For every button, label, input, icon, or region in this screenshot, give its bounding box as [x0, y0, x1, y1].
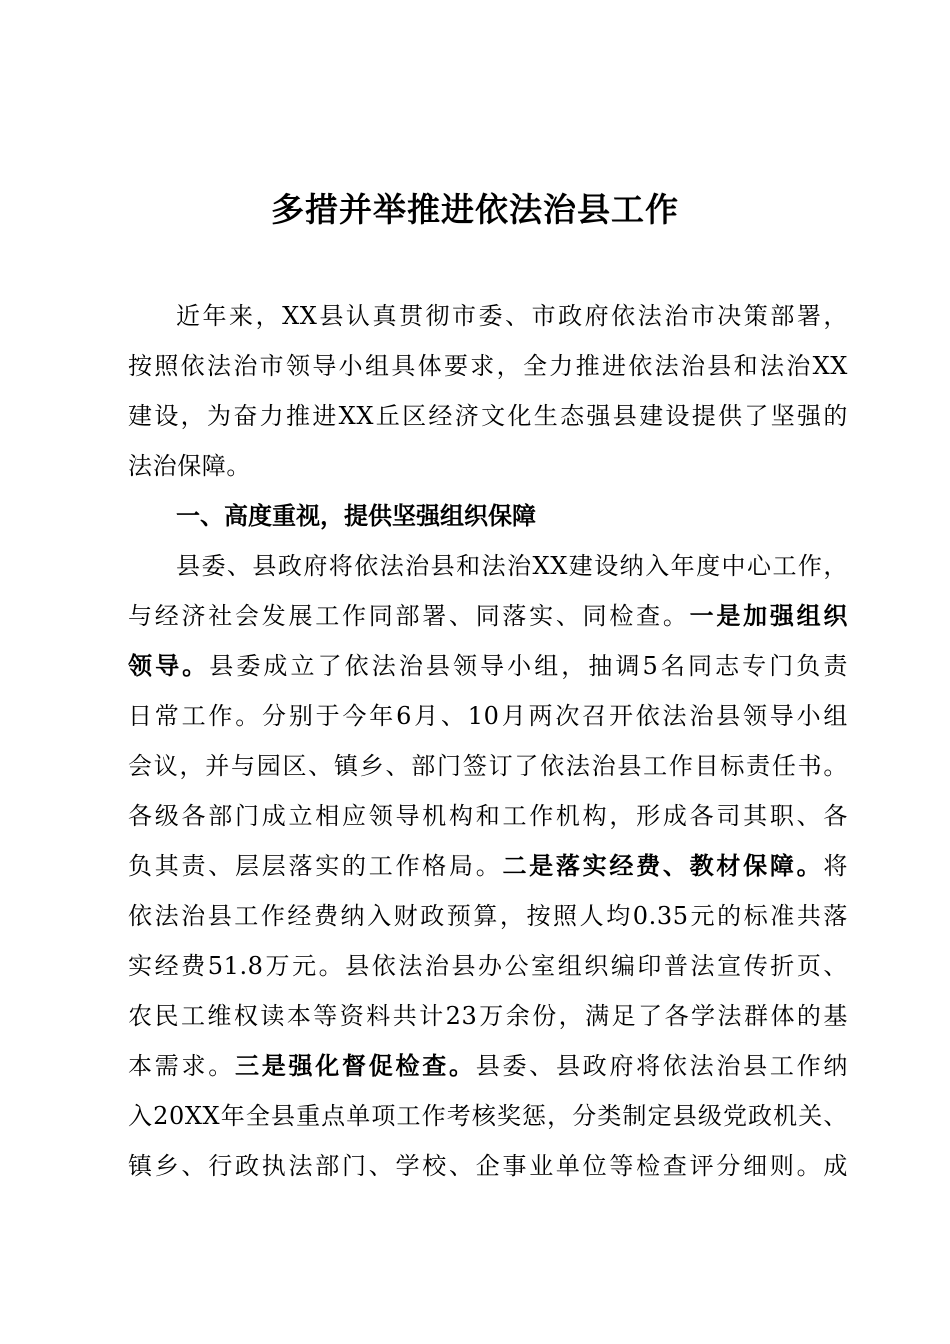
- paragraph-line: 依法治县工作经费纳入财政预算，按照人均0.35元的标准共落: [128, 902, 848, 930]
- intro-line-4: 法治保障。: [128, 452, 251, 480]
- intro-line-2: 按照依法治市领导小组具体要求，全力推进依法治县和法治XX: [128, 352, 848, 380]
- paragraph-text: 县委成立了依法治县领导小组，抽调5名同志专门负责: [209, 652, 848, 680]
- paragraph-line: 各级各部门成立相应领导机构和工作机构，形成各司其职、各: [128, 802, 848, 830]
- emphasis-text: 二是落实经费、教材保障。: [502, 851, 824, 880]
- emphasis-text: 领导。: [128, 651, 210, 680]
- paragraph-text: 与经济社会发展工作同部署、同落实、同检查。: [128, 602, 690, 630]
- paragraph-line: 日常工作。分别于今年6月、10月两次召开依法治县领导小组: [128, 702, 848, 730]
- emphasis-text: 一是加强组织: [689, 601, 848, 630]
- paragraph-line: [128, 850, 848, 882]
- paragraph-line: 实经费51.8万元。县依法治县办公室组织编印普法宣传折页、: [128, 952, 848, 980]
- paragraph-line: 农民工维权读本等资料共计23万余份，满足了各学法群体的基: [128, 1002, 848, 1030]
- paragraph-text: 将: [823, 852, 848, 880]
- intro-line-3: 建设，为奋力推进XX丘区经济文化生态强县建设提供了坚强的: [128, 402, 848, 430]
- intro-line-1: 近年来，XX县认真贯彻市委、市政府依法治市决策部署，: [176, 302, 848, 330]
- paragraph-line: 镇乡、行政执法部门、学校、企事业单位等检查评分细则。成: [128, 1152, 848, 1180]
- paragraph-text: 负其责、层层落实的工作格局。: [128, 852, 503, 880]
- document-title: 多措并举推进依法治县工作: [271, 190, 679, 229]
- paragraph-line: [128, 1050, 848, 1082]
- paragraph-line: 会议，并与园区、镇乡、部门签订了依法治县工作目标责任书。: [128, 752, 848, 780]
- paragraph-line: [128, 650, 848, 682]
- paragraph-line: 县委、县政府将依法治县和法治XX建设纳入年度中心工作，: [176, 552, 848, 580]
- emphasis-text: 三是强化督促检查。: [234, 1051, 476, 1080]
- paragraph-text: 本需求。: [128, 1052, 235, 1080]
- paragraph-line: [128, 600, 848, 632]
- paragraph-line: 入20XX年全县重点单项工作考核奖惩，分类制定县级党政机关、: [128, 1102, 848, 1130]
- paragraph-text: 县委、县政府将依法治县工作纳: [475, 1052, 848, 1080]
- section-heading-1: 一、高度重视，提供坚强组织保障: [176, 502, 536, 530]
